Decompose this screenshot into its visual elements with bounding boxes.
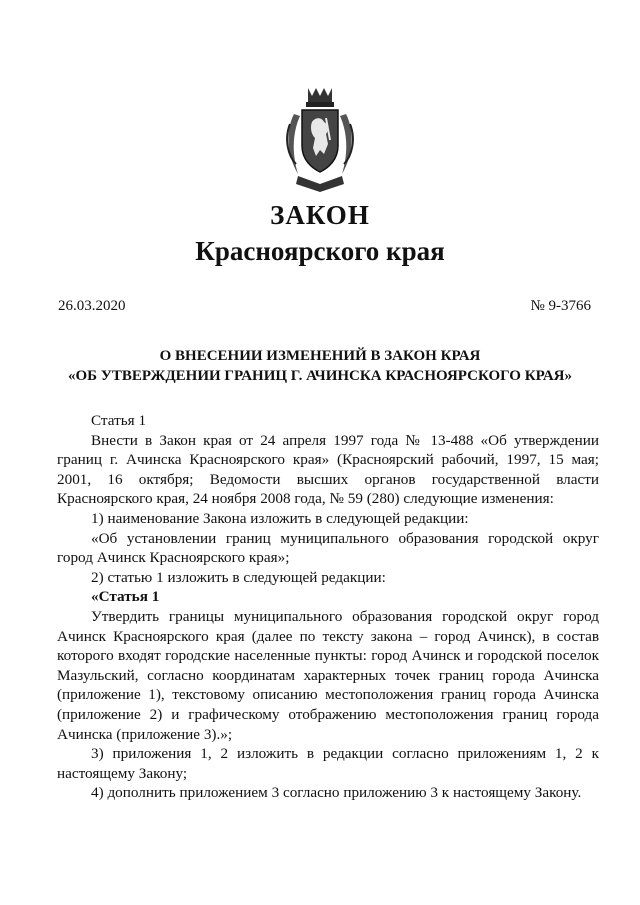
paragraph: 3) приложения 1, 2 изложить в редакции согласно приложениям 1, 2 к настоящему Закону; bbox=[57, 745, 599, 782]
paragraph: Утвердить границы муниципального образования городской округ город Ачинск Красноярского края (далее по тексту закона – город Ачинск), в состав которого входят городские населенные пункты: город Ачинск и городской поселок Мазульский, согласно координатам характерных точек границ города Ачинска (приложение 1), текстовому описанию местоположения границ города Ачинска (приложение 2) и графическому отображению местоположения границ города Ачинска (приложение 3).»; bbox=[57, 607, 599, 743]
paragraph: 4) дополнить приложением 3 согласно приложению 3 к настоящему Закону. bbox=[91, 784, 582, 802]
heading-line-1: О ВНЕСЕНИИ ИЗМЕНЕНИЙ В ЗАКОН КРАЯ bbox=[159, 348, 481, 364]
coat-of-arms-icon bbox=[282, 84, 358, 196]
heading-line-2: «ОБ УТВЕРЖДЕНИИ ГРАНИЦ Г. АЧИНСКА КРАСНОЯРСКОГО КРАЯ» bbox=[68, 368, 572, 384]
paragraph: 2) статью 1 изложить в следующей редакции: bbox=[91, 568, 386, 586]
paragraph: «Об установлении границ муниципального образования городской округ город Ачинск Красноярского края»; bbox=[57, 529, 599, 567]
document-subtitle: Красноярского края bbox=[195, 236, 445, 266]
document-number: № 9-3766 bbox=[530, 298, 591, 314]
paragraph: Внести в Закон края от 24 апреля 1997 года № 13-488 «Об утверждении границ г. Ачинска Красноярского края» (Красноярский рабочий, 1997, 15 мая; 2001, 16 октября; Ведомости высших органов государственной власти Красноярского края, 24 ноября 2008 года, № 59 (280) следующие изменения: bbox=[57, 431, 599, 508]
article-label: Статья 1 bbox=[91, 412, 147, 429]
document-body bbox=[57, 411, 599, 803]
document-title: ЗАКОН bbox=[270, 200, 370, 230]
document-date: 26.03.2020 bbox=[58, 298, 126, 314]
article-heading: «Статья 1 bbox=[91, 588, 160, 606]
document-heading bbox=[30, 346, 610, 386]
paragraph: 1) наименование Закона изложить в следующей редакции: bbox=[91, 509, 469, 527]
